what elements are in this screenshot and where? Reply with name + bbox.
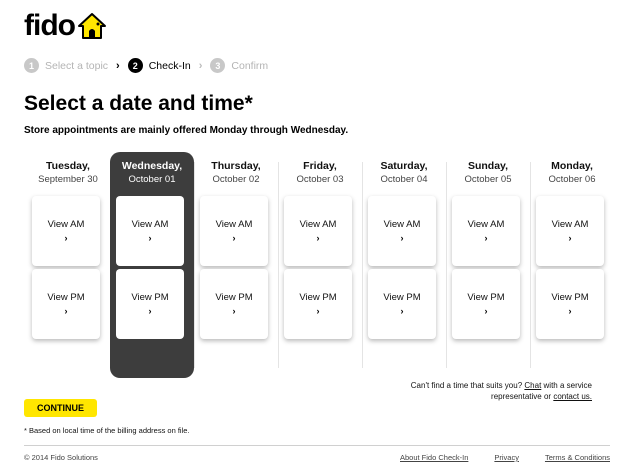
help-prefix: Can't find a time that suits you?	[410, 381, 523, 390]
slot-label: View PM	[383, 292, 421, 303]
chevron-right-icon: ›	[64, 306, 68, 316]
slot-label: View AM	[215, 219, 253, 230]
chevron-right-icon: ›	[148, 306, 152, 316]
chevron-right-icon: ›	[232, 306, 236, 316]
view-pm-button[interactable]	[368, 269, 436, 339]
page-title: Select a date and time*	[24, 92, 253, 115]
view-pm-button[interactable]	[116, 269, 184, 339]
chevron-right-icon: ›	[568, 233, 572, 243]
progress-steps	[24, 58, 268, 73]
step-label: Confirm	[231, 59, 269, 72]
view-am-button[interactable]	[452, 196, 520, 266]
step-label: Check-In	[148, 59, 191, 72]
slot-label: View PM	[131, 292, 169, 303]
slot-label: View PM	[47, 292, 85, 303]
slot-label: View AM	[47, 219, 85, 230]
slot-label: View PM	[215, 292, 253, 303]
chevron-right-icon: ›	[484, 306, 488, 316]
day-name: Tuesday,	[46, 160, 90, 172]
help-text	[392, 380, 592, 402]
view-am-button[interactable]	[32, 196, 100, 266]
about-link[interactable]: About Fido Check-In	[400, 453, 469, 462]
slot-label: View AM	[131, 219, 169, 230]
day-header	[110, 160, 194, 185]
chevron-right-icon: ›	[484, 233, 488, 243]
chevron-right-icon: ›	[400, 233, 404, 243]
step-check-in	[128, 58, 191, 73]
day-date: September 30	[38, 174, 98, 185]
day-header	[446, 160, 530, 185]
step-confirm	[210, 58, 268, 73]
day-date: October 01	[128, 174, 176, 185]
day-column-tuesday	[26, 152, 110, 376]
slot-label: View PM	[299, 292, 337, 303]
day-date: October 06	[548, 174, 596, 185]
slot-label: View AM	[551, 219, 589, 230]
copyright: © 2014 Fido Solutions	[24, 453, 98, 462]
view-pm-button[interactable]	[284, 269, 352, 339]
view-am-button[interactable]	[284, 196, 352, 266]
step-select-topic[interactable]	[24, 58, 108, 73]
chevron-right-icon: ›	[198, 59, 203, 72]
chevron-right-icon: ›	[316, 233, 320, 243]
footer-links	[374, 453, 610, 462]
day-column-wednesday-selected	[110, 152, 194, 378]
step-number: 2	[128, 58, 143, 73]
day-header	[530, 160, 614, 185]
chevron-right-icon: ›	[400, 306, 404, 316]
chevron-right-icon: ›	[116, 59, 120, 72]
day-name: Sunday,	[467, 160, 509, 172]
view-am-button[interactable]	[116, 196, 184, 266]
day-column-saturday	[362, 152, 446, 376]
day-header	[194, 160, 278, 185]
day-calendar	[26, 152, 610, 376]
footer-divider	[24, 445, 610, 446]
chevron-right-icon: ›	[148, 233, 152, 243]
day-date: October 04	[380, 174, 428, 185]
contact-us-link[interactable]: contact us.	[553, 392, 592, 401]
footnote: * Based on local time of the billing address on file.	[24, 426, 190, 435]
day-column-thursday	[194, 152, 278, 376]
view-am-button[interactable]	[200, 196, 268, 266]
day-name: Wednesday,	[121, 160, 183, 172]
day-name: Monday,	[551, 160, 593, 172]
chevron-right-icon: ›	[316, 306, 320, 316]
house-icon	[77, 12, 107, 40]
day-header	[362, 160, 446, 185]
logo-text: fido	[24, 9, 75, 42]
chat-link[interactable]: Chat	[524, 381, 542, 390]
step-number: 3	[210, 58, 225, 73]
day-header	[26, 160, 110, 185]
page-subtitle: Store appointments are mainly offered Monday through Wednesday.	[24, 125, 349, 136]
view-pm-button[interactable]	[536, 269, 604, 339]
step-label: Select a topic	[45, 59, 109, 72]
step-number: 1	[24, 58, 39, 73]
day-date: October 02	[212, 174, 260, 185]
slot-label: View AM	[383, 219, 421, 230]
help-middle: with a service representative or	[491, 381, 592, 401]
day-name: Friday,	[303, 160, 337, 172]
day-column-sunday	[446, 152, 530, 376]
continue-button[interactable]: CONTINUE	[24, 399, 97, 417]
chevron-right-icon: ›	[568, 306, 572, 316]
view-pm-button[interactable]	[200, 269, 268, 339]
day-name: Saturday,	[380, 160, 428, 172]
day-header	[278, 160, 362, 185]
view-am-button[interactable]	[368, 196, 436, 266]
slot-label: View AM	[299, 219, 337, 230]
terms-link[interactable]: Terms & Conditions	[544, 453, 610, 462]
day-column-monday	[530, 152, 614, 376]
slot-label: View PM	[551, 292, 589, 303]
day-name: Thursday,	[211, 160, 261, 172]
chevron-right-icon: ›	[232, 233, 236, 243]
day-date: October 03	[296, 174, 344, 185]
day-date: October 05	[464, 174, 512, 185]
view-pm-button[interactable]	[452, 269, 520, 339]
slot-label: View AM	[467, 219, 505, 230]
chevron-right-icon: ›	[64, 233, 68, 243]
view-pm-button[interactable]	[32, 269, 100, 339]
fido-logo[interactable]	[24, 9, 107, 42]
slot-label: View PM	[467, 292, 505, 303]
view-am-button[interactable]	[536, 196, 604, 266]
privacy-link[interactable]: Privacy	[494, 453, 519, 462]
day-column-friday	[278, 152, 362, 376]
